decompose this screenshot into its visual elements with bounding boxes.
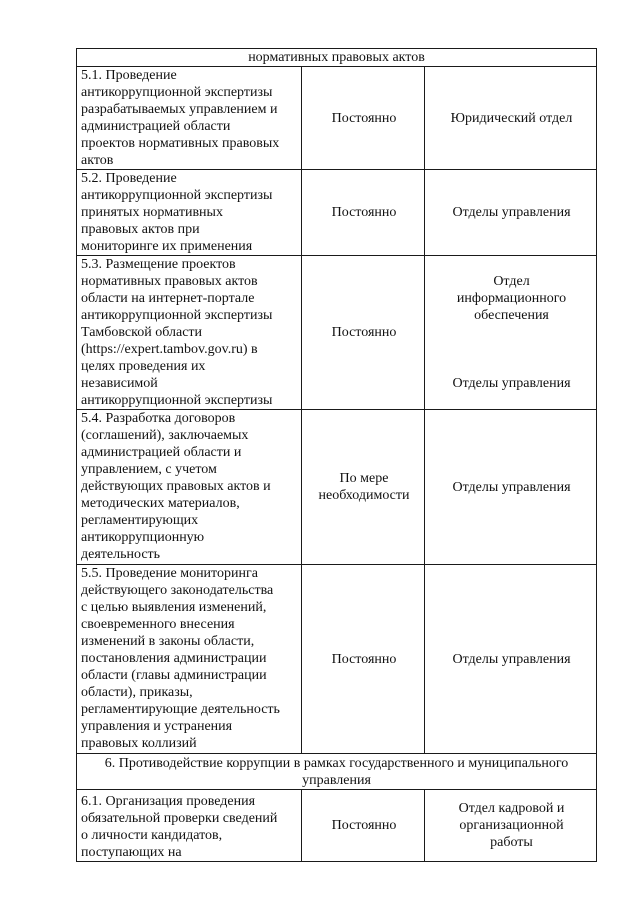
table-row bbox=[77, 256, 597, 410]
responsible-text: Юридический отдел bbox=[450, 110, 573, 126]
table-row bbox=[77, 410, 597, 565]
term-cell: По мере необходимости bbox=[302, 410, 425, 565]
section-header-row bbox=[77, 49, 597, 67]
responsible-text: Отделы управления bbox=[452, 479, 571, 495]
term-cell: Постоянно bbox=[302, 170, 425, 256]
section-header-cell: нормативных правовых актов bbox=[77, 49, 597, 67]
action-cell: 5.5. Проведение мониторинга действующего законодательства с целью выявления изменений, своевременного внесения изменений в законы области, постановления администрации области (главы администрации области), приказы, регламентирующие деятельность управления и устранения правовых коллизий bbox=[77, 565, 302, 754]
term-cell: Постоянно bbox=[302, 256, 425, 410]
term-cell: Постоянно bbox=[302, 790, 425, 862]
responsible-cell bbox=[425, 170, 597, 256]
table-row bbox=[77, 67, 597, 170]
action-cell: 5.4. Разработка договоров (соглашений), заключаемых администрацией области и управлением, с учетом действующих правовых актов и методических материалов, регламентирующих антикоррупционную деятельность bbox=[77, 410, 302, 565]
action-cell: 5.1. Проведение антикоррупционной экспертизы разрабатываемых управлением и администрацией области проектов нормативных правовых актов bbox=[77, 67, 302, 170]
responsible-text: Отделы управления bbox=[452, 205, 571, 220]
responsible-text: Отделы управления bbox=[452, 376, 571, 391]
section-header-row bbox=[77, 754, 597, 790]
responsible-text: Отдел информационного обеспечения bbox=[456, 274, 567, 323]
term-cell: Постоянно bbox=[302, 565, 425, 754]
responsible-cell bbox=[425, 67, 597, 170]
action-cell: 5.3. Размещение проектов нормативных правовых актов области на интернет-портале антикоррупционной экспертизы Тамбовской области (https://expert.tambov.gov.ru) в целях проведения их независимой антикоррупционной экспертизы bbox=[77, 256, 302, 410]
term-cell: Постоянно bbox=[302, 67, 425, 170]
table-row bbox=[77, 170, 597, 256]
table-row bbox=[77, 565, 597, 754]
responsible-text: Отделы управления bbox=[452, 651, 571, 667]
action-cell: 6.1. Организация проведения обязательной проверки сведений о личности кандидатов, поступающих на bbox=[77, 790, 302, 862]
action-cell: 5.2. Проведение антикоррупционной экспертизы принятых нормативных правовых актов при мониторинге их применения bbox=[77, 170, 302, 256]
responsible-cell: Отдел кадровой и организационной работы bbox=[425, 790, 597, 862]
responsible-cell bbox=[425, 256, 597, 410]
section-title: 6. Противодействие коррупции в рамках государственного и муниципального управления bbox=[77, 754, 597, 790]
responsible-cell bbox=[425, 565, 597, 754]
plan-table bbox=[76, 48, 597, 862]
responsible-cell bbox=[425, 410, 597, 565]
table-row bbox=[77, 790, 597, 862]
